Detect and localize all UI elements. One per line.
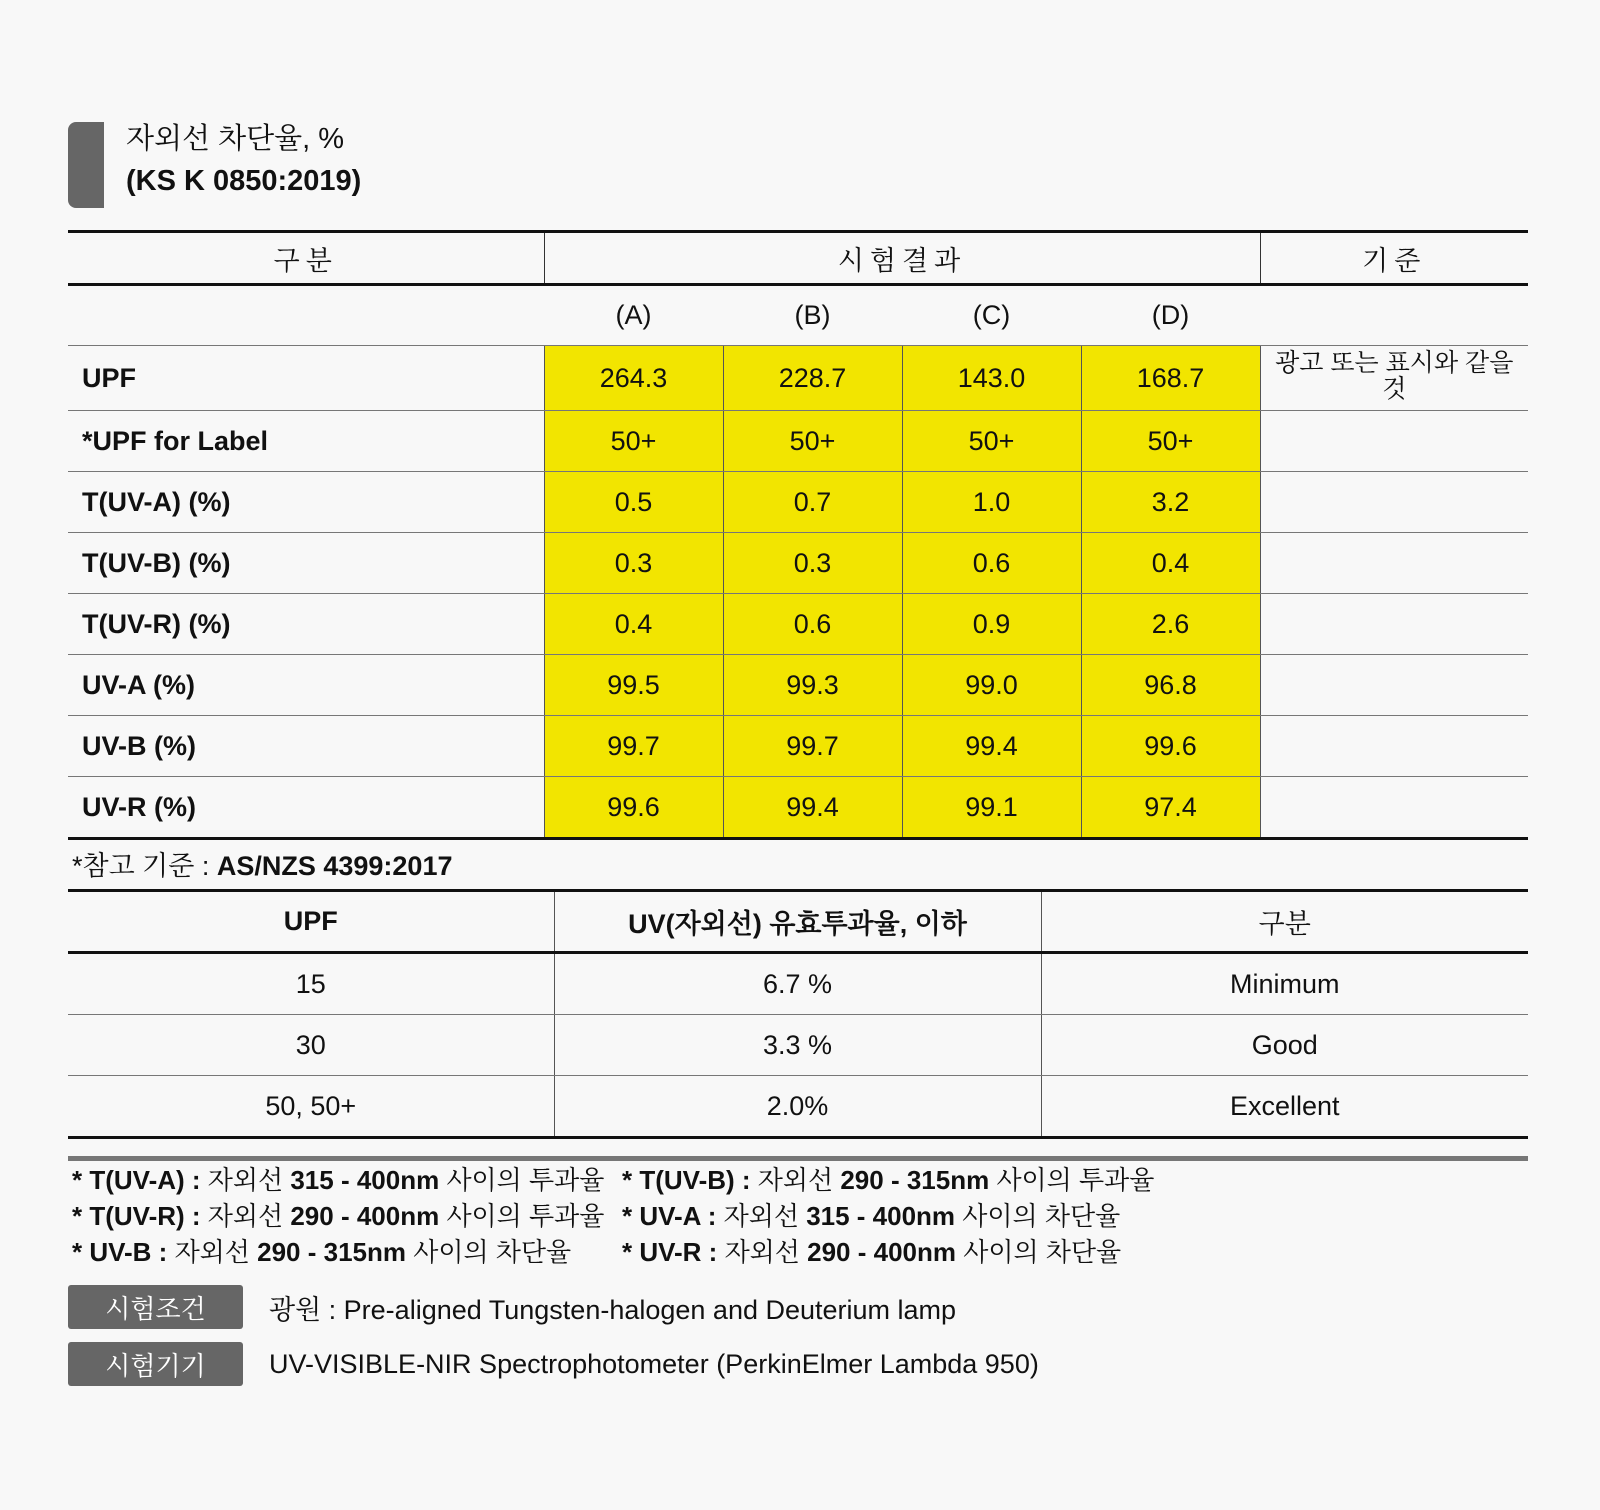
sample-header: (B) <box>723 285 902 346</box>
criteria-cell <box>1260 716 1528 777</box>
reference-prefix: *참고 기준 : <box>72 851 217 881</box>
ref-cell: 6.7 % <box>554 953 1041 1015</box>
table-row <box>68 1076 1528 1138</box>
result-cell: 99.7 <box>723 716 902 777</box>
title-accent-bar <box>68 122 104 208</box>
result-cell: 99.4 <box>902 716 1081 777</box>
row-label: *UPF for Label <box>68 411 544 472</box>
result-cell: 50+ <box>1081 411 1260 472</box>
sample-header-blank <box>68 285 544 346</box>
result-cell: 1.0 <box>902 472 1081 533</box>
table-row <box>68 346 1528 411</box>
definition-row <box>72 1198 1172 1234</box>
result-cell: 0.6 <box>902 533 1081 594</box>
ref-cell: 2.0% <box>554 1076 1041 1138</box>
definition-item: * T(UV-R) : 자외선 290 - 400nm 사이의 투과율 <box>72 1201 605 1231</box>
header-criteria: 기준 <box>1260 232 1528 285</box>
result-cell: 50+ <box>902 411 1081 472</box>
definition-row <box>72 1162 1172 1198</box>
result-cell: 168.7 <box>1081 346 1260 411</box>
table-row <box>68 411 1528 472</box>
result-cell: 96.8 <box>1081 655 1260 716</box>
result-cell: 2.6 <box>1081 594 1260 655</box>
result-cell: 143.0 <box>902 346 1081 411</box>
result-cell: 99.5 <box>544 655 723 716</box>
ref-header-transmittance: UV(자외선) 유효투과율, 이하 <box>554 891 1041 953</box>
ref-cell: 50, 50+ <box>68 1076 554 1138</box>
table-row <box>68 472 1528 533</box>
criteria-header-blank <box>1260 285 1528 346</box>
table-row <box>68 953 1528 1015</box>
row-label: UV-A (%) <box>68 655 544 716</box>
sample-header: (D) <box>1081 285 1260 346</box>
test-conditions-text: 광원 : Pre-aligned Tungsten-halogen and Deuterium lamp <box>269 1294 957 1325</box>
table-row <box>68 1015 1528 1076</box>
test-conditions <box>68 1285 956 1329</box>
row-label: T(UV-R) (%) <box>68 594 544 655</box>
ref-header-category: 구분 <box>1041 891 1528 953</box>
criteria-cell: 광고 또는 표시와 같을 것 <box>1260 346 1528 411</box>
result-cell: 97.4 <box>1081 777 1260 839</box>
criteria-cell <box>1260 655 1528 716</box>
row-label: UV-B (%) <box>68 716 544 777</box>
row-label: T(UV-A) (%) <box>68 472 544 533</box>
test-equipment-tag: 시험기기 <box>68 1342 243 1386</box>
ref-cell: 15 <box>68 953 554 1015</box>
sample-header: (C) <box>902 285 1081 346</box>
definition-row <box>72 1234 1172 1270</box>
result-cell: 0.7 <box>723 472 902 533</box>
result-cell: 264.3 <box>544 346 723 411</box>
table-row <box>68 533 1528 594</box>
result-cell: 0.4 <box>544 594 723 655</box>
results-table <box>68 230 1528 840</box>
result-cell: 99.3 <box>723 655 902 716</box>
result-cell: 99.7 <box>544 716 723 777</box>
table-row <box>68 777 1528 839</box>
result-cell: 99.1 <box>902 777 1081 839</box>
result-cell: 99.6 <box>1081 716 1260 777</box>
result-cell: 0.5 <box>544 472 723 533</box>
definition-item: * T(UV-A) : 자외선 315 - 400nm 사이의 투과율 <box>72 1165 605 1195</box>
definition-item: * UV-B : 자외선 290 - 315nm 사이의 차단율 <box>72 1237 572 1267</box>
result-cell: 0.4 <box>1081 533 1260 594</box>
definition-item: * T(UV-B) : 자외선 290 - 315nm 사이의 투과율 <box>622 1165 1155 1195</box>
ref-cell: Good <box>1041 1015 1528 1076</box>
result-cell: 50+ <box>544 411 723 472</box>
result-cell: 99.6 <box>544 777 723 839</box>
criteria-cell <box>1260 411 1528 472</box>
criteria-cell <box>1260 472 1528 533</box>
header-category: 구분 <box>68 232 544 285</box>
result-cell: 0.9 <box>902 594 1081 655</box>
definition-item: * UV-R : 자외선 290 - 400nm 사이의 차단율 <box>622 1237 1122 1267</box>
criteria-cell <box>1260 594 1528 655</box>
row-label: T(UV-B) (%) <box>68 533 544 594</box>
table-row <box>68 716 1528 777</box>
ref-header-upf: UPF <box>68 891 554 953</box>
reference-note <box>72 844 452 883</box>
result-cell: 0.3 <box>544 533 723 594</box>
definition-item: * UV-A : 자외선 315 - 400nm 사이의 차단율 <box>622 1201 1121 1231</box>
result-cell: 50+ <box>723 411 902 472</box>
row-label: UPF <box>68 346 544 411</box>
reference-table <box>68 889 1528 1139</box>
test-equipment-text: UV-VISIBLE-NIR Spectrophotometer (PerkinElmer Lambda 950) <box>269 1348 1039 1379</box>
table-row <box>68 655 1528 716</box>
ref-cell: Minimum <box>1041 953 1528 1015</box>
table-row <box>68 594 1528 655</box>
ref-cell: 3.3 % <box>554 1015 1041 1076</box>
test-equipment <box>68 1342 1039 1386</box>
row-label: UV-R (%) <box>68 777 544 839</box>
title-line1: 자외선 차단율, % <box>126 123 345 155</box>
ref-cell: Excellent <box>1041 1076 1528 1138</box>
definitions <box>72 1162 1172 1270</box>
ref-cell: 30 <box>68 1015 554 1076</box>
criteria-cell <box>1260 777 1528 839</box>
title-text <box>126 118 726 202</box>
test-conditions-tag: 시험조건 <box>68 1285 243 1329</box>
criteria-cell <box>1260 533 1528 594</box>
result-cell: 228.7 <box>723 346 902 411</box>
header-results: 시험결과 <box>544 232 1260 285</box>
result-cell: 99.4 <box>723 777 902 839</box>
title-line2: (KS K 0850:2019) <box>126 165 362 197</box>
divider <box>68 1156 1528 1161</box>
result-cell: 99.0 <box>902 655 1081 716</box>
reference-standard: AS/NZS 4399:2017 <box>216 851 453 881</box>
sample-header: (A) <box>544 285 723 346</box>
result-cell: 0.6 <box>723 594 902 655</box>
result-cell: 3.2 <box>1081 472 1260 533</box>
result-cell: 0.3 <box>723 533 902 594</box>
